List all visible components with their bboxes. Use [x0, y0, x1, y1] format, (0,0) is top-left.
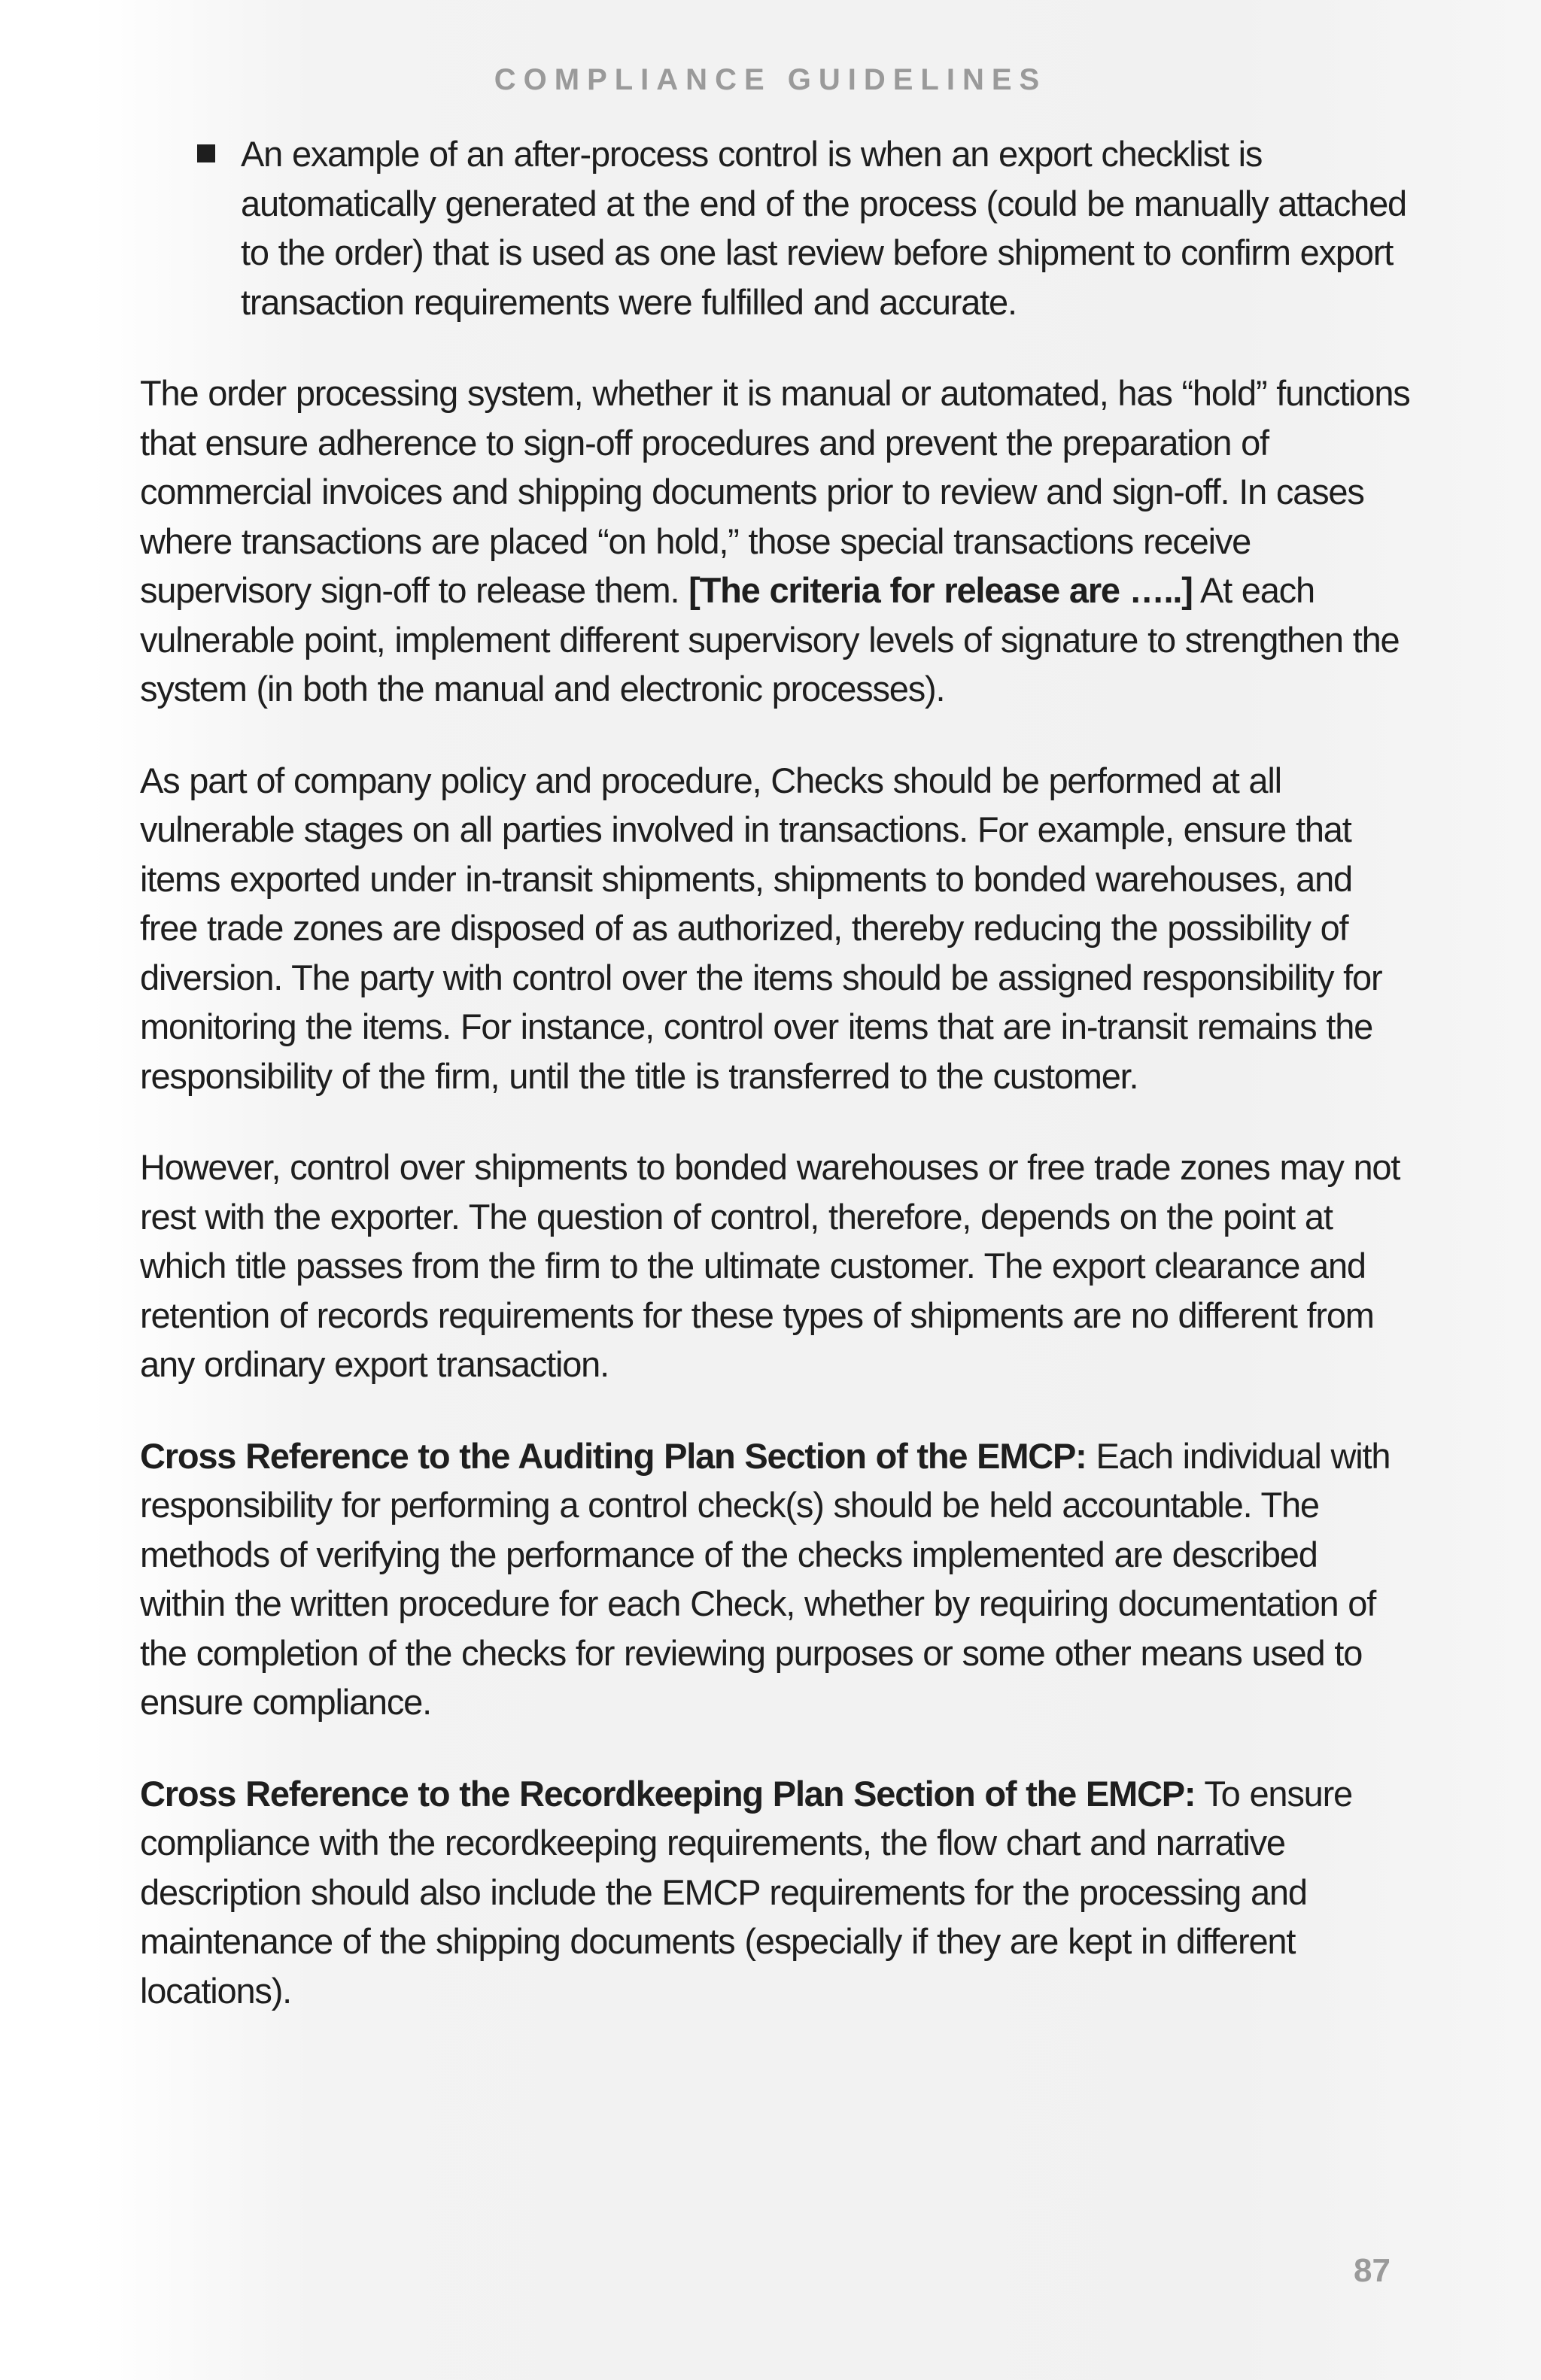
paragraph-text: The order processing system, whether it is manual or automated, has “hold” functions that ensure adherence to sign-off procedures and prevent the preparation of commercial invoices and shipping documents prior to review and sign-off. In cases where transactions are placed “on hold,” those special transactions receive supervisory sign-off to release them. — [140, 373, 1410, 610]
square-bullet-icon — [197, 144, 215, 162]
paragraph-recordkeeping-cross-reference — [140, 1769, 1412, 2016]
page-number: 87 — [1354, 2252, 1391, 2289]
paragraph-text: However, control over shipments to bonded warehouses or free trade zones may not rest with the exporter. The question of control, therefore, depends on the point at which title passes from the firm to the ultimate customer. The export clearance and retention of records requirements for these types of shipments are no different from any ordinary export transaction. — [140, 1147, 1400, 1384]
paragraph-text: Each individual with responsibility for performing a control check(s) should be held accountable. The methods of verifying the performance of the checks implemented are described within the written procedure for each Check, whether by requiring documentation of the completion of the checks for reviewing purposes or some other means used to ensure compliance. — [140, 1435, 1391, 1722]
paragraph-text: As part of company policy and procedure, Checks should be performed at all vulnerable stages on all parties involved in transactions. For example, ensure that items exported under in-transit shipments, shipments to bonded warehouses, and free trade zones are disposed of as authorized, thereby reducing the possibility of diversion. The party with control over the items should be assigned responsibility for monitoring the items. For instance, control over items that are in-transit remains the responsibility of the firm, until the title is transferred to the customer. — [140, 760, 1382, 1096]
bullet-item — [140, 129, 1412, 326]
paragraph-control — [140, 1143, 1412, 1389]
paragraph-hold-functions — [140, 369, 1412, 714]
auditing-cross-reference-heading: Cross Reference to the Auditing Plan Section of the EMCP: — [140, 1435, 1087, 1476]
running-head: COMPLIANCE GUIDELINES — [494, 63, 1047, 96]
recordkeeping-cross-reference-heading: Cross Reference to the Recordkeeping Plan Section of the EMCP: — [140, 1773, 1196, 1814]
paragraph-auditing-cross-reference — [140, 1431, 1412, 1727]
paragraph-checks — [140, 756, 1412, 1101]
body-content — [140, 129, 1412, 2057]
paragraph-text: At each vulnerable point, implement different supervisory levels of signature to strengthen the system (in both the manual and electronic processes). — [140, 570, 1400, 709]
paragraph-text: To ensure compliance with the recordkeeping requirements, the flow chart and narrative description should also include the EMCP requirements for the processing and maintenance of the shipping documents (especially if they are kept in different locations). — [140, 1773, 1352, 2011]
release-criteria-bold: [The criteria for release are …..] — [688, 570, 1193, 610]
bullet-text: An example of an after-process control is when an export checklist is automatically generated at the end of the process (could be manually attached to the order) that is used as one last review before shipment to confirm export transaction requirements were fulfilled and accurate. — [241, 134, 1406, 322]
